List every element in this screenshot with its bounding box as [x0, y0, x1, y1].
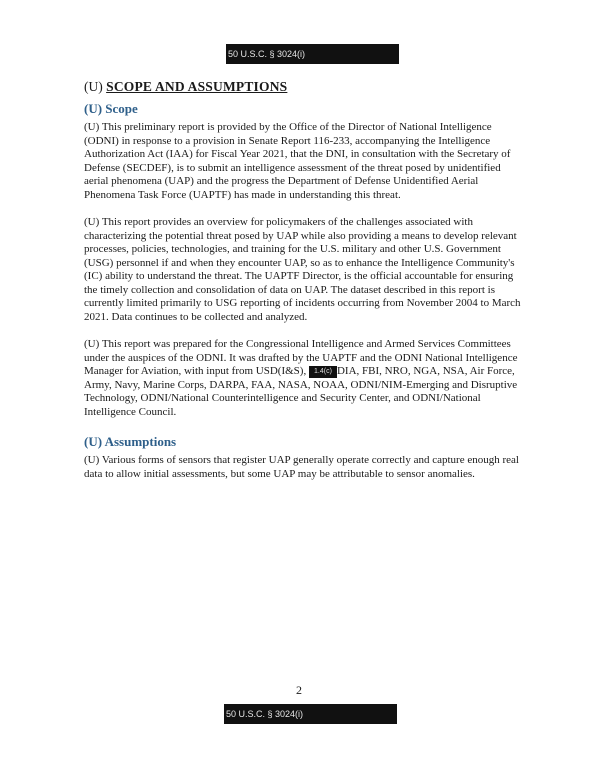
- redaction-block: 1.4(c): [309, 366, 337, 378]
- document-body: [84, 78, 524, 495]
- scope-paragraph-2: (U) This report provides an overview for policymakers of the challenges associated with characterizing the potential threat posed by UAP while also providing a means to develop relevant processes, policies, technologies, and training for the U.S. military and other U.S. Government (USG) personnel if and when they encounter UAP, so as to enhance the Intelligence Community's (IC) ability to understand the threat. The UAPTF Director, is the official accountable for ensuring the timely collection and consolidation of data on UAP. The dataset described in this report is currently limited primarily to USG reporting of incidents occurring from November 2004 to March 2021. Data continues to be collected and analyzed.: [84, 216, 521, 323]
- scope-heading: (U) Scope: [84, 101, 138, 116]
- section-heading-prefix: (U): [84, 79, 103, 94]
- scope-paragraph-3: [84, 338, 524, 419]
- section-heading-title: SCOPE AND ASSUMPTIONS: [106, 79, 288, 94]
- scope-paragraph-3-text-before: (U) This report was prepared for the Congressional Intelligence and Armed Services Committees under the auspices of the ODNI. It was drafted by the UAPTF and the ODNI National Intelligence Manager for Aviation, with input from USD(I&S),: [84, 338, 518, 377]
- scope-paragraph-3-text-after: DIA, FBI, NRO, NGA, NSA, Air Force, Army, Navy, Marine Corps, DARPA, FAA, NASA, NOAA, ODNI/NIM-Emerging and Disruptive Technology, ODNI/National Counterintelligence and Security Center, and ODNI/National Intelligence Council.: [84, 365, 518, 418]
- section-heading: [84, 78, 524, 96]
- bottom-classification-marking: 50 U.S.C. § 3024(i): [224, 704, 397, 724]
- scope-paragraph-1: (U) This preliminary report is provided by the Office of the Director of National Intelligence (ODNI) in response to a provision in Senate Report 116-233, accompanying the Intelligence Authorization Act (IAA) for Fiscal Year 2021, that the DNI, in consultation with the Secretary of Defense (SECDEF), is to submit an intelligence assessment of the threat posed by unidentified aerial phenomena (UAP) and the progress the Department of Defense Unidentified Aerial Phenomena Task Force (UAPTF) has made in understanding this threat.: [84, 121, 511, 201]
- assumptions-paragraph-1: (U) Various forms of sensors that register UAP generally operate correctly and capture enough real data to allow initial assessments, but some UAP may be attributable to sensor anomalies.: [84, 454, 519, 480]
- assumptions-heading: (U) Assumptions: [84, 434, 177, 449]
- top-classification-marking: 50 U.S.C. § 3024(i): [226, 44, 399, 64]
- page-number: 2: [296, 683, 302, 697]
